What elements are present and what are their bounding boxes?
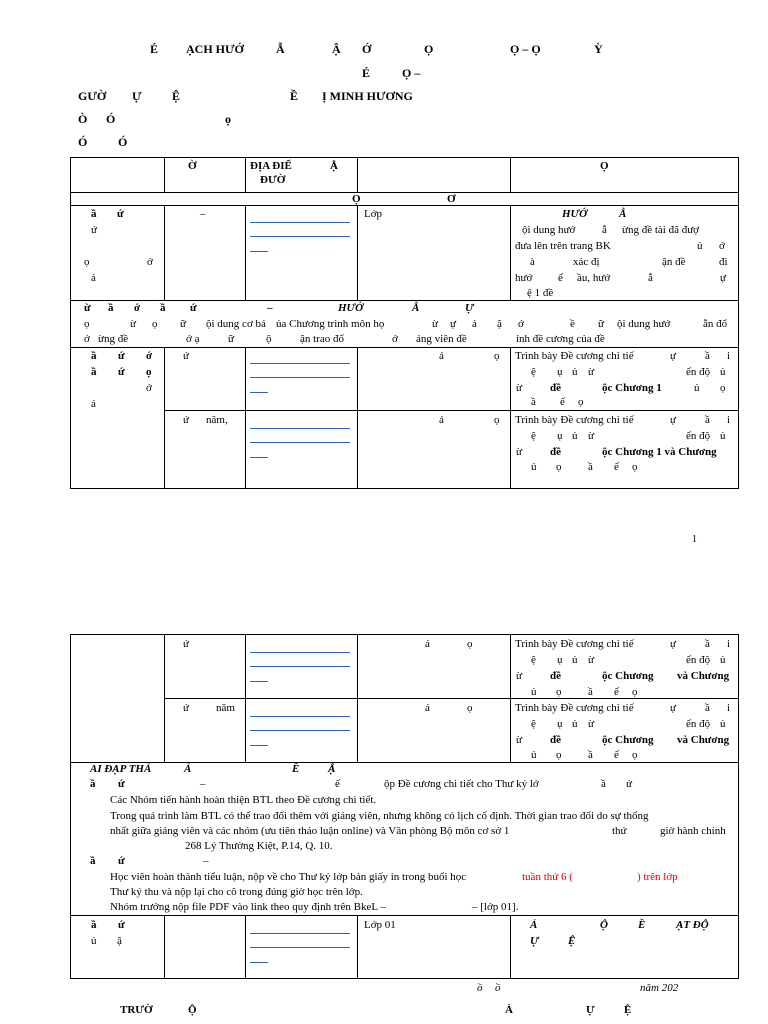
link-underline[interactable] [250,392,268,393]
header-text: Ọ – [402,66,421,80]
cell-text: ủ [531,461,537,473]
cell-text: ủ [531,686,537,698]
header-text: Ẫ [276,42,285,56]
cell-text: ả [91,272,96,284]
column-header: Ậ [330,160,338,172]
header-text: Ọ – Ọ [510,42,541,56]
cell-text: ừng đề tài đã đượ [622,224,699,236]
table-rule [357,634,358,762]
cell-text: 268 Lý Thường Kiệt, P.14, Q. 10. [185,840,333,852]
link-underline[interactable] [250,236,350,237]
section-label: Ơ [447,193,456,205]
cell-text: – [200,778,206,790]
cell-text: ụ [557,366,563,378]
cell-title: Ề [638,919,646,931]
link-underline[interactable] [250,457,268,458]
cell-text: ầ [90,778,96,790]
table-rule [357,915,358,979]
cell-text: Nhóm trưởng nộp file PDF vào link theo quy định trên BkeL – [110,901,386,913]
cell-text: ừ [84,302,91,314]
table-rule [164,410,739,411]
cell-text: ệ [531,430,536,442]
link-underline[interactable] [250,962,268,963]
cell-text: Lớp 01 [364,919,396,931]
cell-text: ứ [118,350,125,362]
cell-text: ầ [588,749,593,761]
cell-text: ầ [601,778,606,790]
header-text: Ọ [424,42,434,56]
table-rule [245,634,246,762]
link-underline[interactable] [250,933,350,934]
cell-text: ệ 1 đề [527,287,554,299]
date-text: ồ [477,982,483,994]
section-title: Ả [184,763,192,775]
link-underline[interactable] [250,716,350,717]
signatory-left: Ộ [188,1004,197,1016]
signatory-right: Ệ [624,1004,632,1016]
cell-text: năm, [206,414,228,426]
cell-text: ộc Chương 1 và Chương [602,446,717,458]
table-rule [164,698,739,699]
cell-text: ậ [117,935,122,947]
cell-text: ảng viên đề [416,333,467,345]
cell-text: i [727,414,731,426]
cell-text: ữ [598,318,604,330]
cell-text: ự [670,414,676,426]
cell-text: ẫ [602,224,607,236]
cell-text: ọ [720,382,726,394]
cell-text: ứ [183,414,189,426]
cell-text: ự [450,318,456,330]
header-text: Ậ [332,42,341,56]
cell-title: Ẫ [412,302,420,314]
cell-text: ủ [531,749,537,761]
cell-text: ộp Đề cương chi tiết cho Thư ký lớ [384,778,539,790]
cell-text: ọ [494,350,500,362]
cell-text: ọ [84,256,90,268]
table-rule [245,347,246,489]
cell-text: i [727,350,731,362]
cell-text: ầ [588,686,593,698]
table-rule [357,205,358,300]
cell-text: ội dung hướ [617,318,671,330]
table-rule [70,300,739,301]
cell-text: ứ [118,855,125,867]
cell-text: ủ [720,366,726,378]
cell-text: ọ [467,702,473,714]
cell-text: ớ [146,382,152,394]
date-text: năm 202 [640,982,679,994]
cell-text: Các Nhóm tiến hành hoàn thiện BTL theo Đề cương chi tiết. [110,794,377,806]
link-underline[interactable] [250,652,350,653]
link-underline[interactable] [250,730,350,731]
table-rule [164,634,165,762]
table-rule [510,347,511,489]
header-text: ọ [225,112,231,126]
cell-text: ớ [719,240,725,252]
section-title: AI ĐẠP THẢ [90,763,152,775]
cell-text: ớ [146,350,153,362]
cell-text: ự [670,350,676,362]
cell-text: ả [91,398,96,410]
cell-text: ớ [84,333,90,345]
table-rule [357,157,358,192]
cell-text: giờ hành chính [660,825,726,837]
cell-text: ội dung hướ [522,224,576,236]
cell-text: ứ [183,350,189,362]
header-text: Ó [106,112,116,126]
cell-text: Học viên hoàn thành tiểu luận, nộp về cho Thư ký lớp bản giấy in trong buổi học [110,871,467,883]
cell-text: Trình bày Đề cương chi tiế [515,702,634,714]
cell-text: ừ [588,430,594,442]
cell-text: ứ [626,778,632,790]
table-rule [245,915,246,979]
cell-text: ự [670,702,676,714]
table-rule [510,205,511,300]
cell-text: ủ [572,430,578,442]
cell-text: – [lớp 01]. [472,901,519,913]
cell-text: Trong quá trình làm BTL có thể trao đổi thêm với giảng viên, nhưng không có lịch cố định. Thời gian trao đổi do sự thống [110,810,649,822]
cell-text: ầ [91,919,97,931]
cell-text: ầ [160,302,166,314]
cell-text: ự [670,638,676,650]
cell-text: ừ [588,718,594,730]
cell-text: ỉnh đề cương của đề [516,333,605,345]
cell-text: ừ [516,734,522,746]
cell-text: ớ [147,256,153,268]
column-header: Ờ [188,160,197,172]
cell-text: ừ [588,366,594,378]
cell-text: đề [550,382,561,394]
cell-text: ầ [108,302,114,314]
table-rule [70,192,739,193]
column-header: Ọ [600,160,609,172]
cell-text: ến độ [686,366,711,378]
cell-text: ộc Chương 1 [602,382,662,394]
header-text: Ò [78,112,88,126]
cell-title: HƯỚ [562,208,588,220]
cell-text: và Chương [677,670,730,682]
table-rule [70,762,739,763]
cell-text: ừ [516,670,522,682]
cell-text: ộc Chương [602,670,654,682]
cell-text: i [727,702,731,714]
cell-text: ứ [117,208,124,220]
cell-text: ầ [588,461,593,473]
cell-text: ủ [572,654,578,666]
column-header: ĐỊA ĐIỂ [250,160,292,172]
header-text: É [362,66,371,80]
cell-text: ứ [118,366,125,378]
cell-text: i [727,638,731,650]
cell-text: ầ [705,414,710,426]
link-underline[interactable] [250,745,268,746]
cell-text: ứ [183,702,189,714]
cell-title: Ộ [600,919,608,931]
cell-text: ủ [91,935,97,947]
link-underline[interactable] [250,363,350,364]
cell-text: ế [335,778,340,790]
cell-text: đề [550,446,561,458]
cell-text: ủ [694,382,700,394]
cell-text: ầ [705,350,710,362]
section-label: Ọ [352,193,361,205]
table-rule [510,634,511,762]
cell-text: ọ [556,686,562,698]
cell-text: ộc Chương [602,734,654,746]
cell-text: ầ [705,638,710,650]
section-title: Ậ [328,763,336,775]
table-rule [70,205,739,206]
link-underline[interactable] [250,666,350,667]
cell-text: đề [550,734,561,746]
cell-text: ẫn đổ [703,318,728,330]
cell-text: ầ [91,208,97,220]
cell-text: ứ [118,919,125,931]
cell-text: ừ [432,318,438,330]
cell-text: ế [614,461,619,473]
cell-text: ọ [467,638,473,650]
cell-text: ứ [91,224,97,236]
cell-text: xác đị [573,256,600,268]
cell-title: Ự [465,302,474,314]
cell-text: ẫ [648,272,653,284]
date-text: ồ [495,982,501,994]
cell-text: ầ [90,855,96,867]
cell-text: ừ [516,382,522,394]
cell-text: á [439,414,444,426]
cell-text: ến độ [686,654,711,666]
lecturer-name: Ị MINH HƯƠNG [322,89,413,103]
cell-text: ầ [91,366,97,378]
cell-text: ến độ [686,718,711,730]
header-text: Ỳ [594,42,603,56]
cell-text: ủ [720,718,726,730]
cell-text: ế [614,749,619,761]
table-rule [510,157,511,192]
cell-text: ội dung cơ bả [206,318,266,330]
cell-text: ủ [697,240,703,252]
link-underline[interactable] [250,442,350,443]
cell-title: Ẫ [619,208,627,220]
cell-text: Trình bày Đề cương chi tiế [515,638,634,650]
cell-text: ậ [497,318,502,330]
table-rule [245,157,246,192]
cell-text: ứ [190,302,197,314]
cell-text: ầ [531,396,536,408]
cell-text: ọ [632,686,638,698]
cell-text: ớ [518,318,524,330]
cell-text: ừ [588,654,594,666]
cell-text: thứ [612,825,627,837]
signatory-left: TRƯỜ [120,1004,153,1016]
table-rule [164,157,165,192]
cell-text: ầu, hướ [577,272,611,284]
cell-text: ủ [720,654,726,666]
cell-text: á [439,350,444,362]
section-title: Ề [292,763,300,775]
cell-text: ế [560,396,565,408]
cell-text: ệ [531,654,536,666]
cell-text: ụ [557,430,563,442]
table-rule [70,915,739,916]
link-underline[interactable] [250,377,350,378]
cell-text: ữ [228,333,234,345]
cell-text: ủ [720,430,726,442]
cell-text: ọ [632,749,638,761]
cell-title: Ả [530,919,538,931]
cell-text: ận trao đổ [300,333,344,345]
cell-text: đề [550,670,561,682]
deadline-text: tuần thứ 6 ( [522,871,573,883]
cell-text: – [200,208,206,220]
cell-title: HƯỚ [338,302,364,314]
cell-text: ữ [180,318,186,330]
cell-text: ế [558,272,563,284]
signatory-right: Ự [586,1004,595,1016]
cell-text: ọ [556,749,562,761]
cell-text: – [267,302,273,314]
cell-text: ừng đề [98,333,129,345]
cell-text: ủa Chương trình môn họ [276,318,385,330]
cell-text: ận đề [662,256,686,268]
header-text: Ệ [172,89,181,103]
cell-text: ọ [578,396,584,408]
table-rule [510,915,511,979]
link-underline[interactable] [250,428,350,429]
header-text: É [150,42,159,56]
cell-text: ừ [516,446,522,458]
cell-text: ự [720,272,726,284]
link-underline[interactable] [250,947,350,948]
cell-text: ệ [531,366,536,378]
cell-title: Ệ [568,935,576,947]
cell-text: ớ [392,333,398,345]
cell-text: á [425,702,430,714]
cell-text: ụ [557,654,563,666]
cell-text: ọ [556,461,562,473]
cell-text: ế [614,686,619,698]
table-rule [357,347,358,489]
cell-text: – [203,855,209,867]
page-number: 1 [692,534,697,545]
cell-text: đưa lên trên trang BK [515,240,611,252]
link-underline[interactable] [250,681,268,682]
cell-text: Trình bày Đề cương chi tiế [515,414,634,426]
cell-text: năm [216,702,235,714]
signatory-right: Ả [505,1004,513,1016]
cell-text: đi [719,256,728,268]
cell-text: ủ [572,366,578,378]
link-underline[interactable] [250,222,350,223]
cell-text: và Chương [677,734,730,746]
cell-text: à [530,256,535,268]
cell-text: ừ [130,318,136,330]
cell-text: ứ [183,638,189,650]
cell-text: ụ [557,718,563,730]
cell-text: Lớp [364,208,383,220]
cell-text: ộ [266,333,272,345]
table-rule [164,347,165,489]
link-underline[interactable] [250,251,268,252]
cell-text: nhất giữa giảng viên và các nhóm (ưu tiên thảo luận online) và Văn phòng Bộ môn cơ sở 1 [110,825,510,837]
cell-text: ủ [572,718,578,730]
header-text: Ề [290,89,299,103]
header-text: Ự [132,89,142,103]
cell-text: ầ [705,702,710,714]
cell-text: ọ [494,414,500,426]
cell-title: ẠT ĐỘ [676,919,709,931]
table-rule [70,347,739,348]
cell-text: Thư ký thu và nộp lại cho cô trong đúng giờ học trên lớp. [110,886,363,898]
cell-text: ọ [84,318,90,330]
cell-text: ứ [118,778,125,790]
header-text: ẠCH HƯỚ [186,42,244,56]
header-text: Ó [118,135,128,149]
cell-text: ọ [146,366,152,378]
header-text: Ớ [362,42,372,56]
header-text: GƯỜ [78,89,107,103]
cell-text: Trình bày Đề cương chi tiế [515,350,634,362]
column-header: ĐƯỜ [260,174,286,186]
cell-text: ớ ạ [186,333,200,345]
table-rule [164,205,165,300]
cell-text: ề [570,318,575,330]
cell-text: hướ [515,272,533,284]
cell-text: ả [472,318,477,330]
cell-text: á [425,638,430,650]
header-text: Ó [78,135,88,149]
cell-text: ến độ [686,430,711,442]
cell-text: ọ [632,461,638,473]
table-rule [164,915,165,979]
table-rule [245,205,246,300]
deadline-text: ) trên lớp [637,871,678,883]
cell-text: ầ [91,350,97,362]
cell-text: ệ [531,718,536,730]
cell-title: Ự [530,935,539,947]
cell-text: ọ [152,318,158,330]
cell-text: ớ [134,302,141,314]
